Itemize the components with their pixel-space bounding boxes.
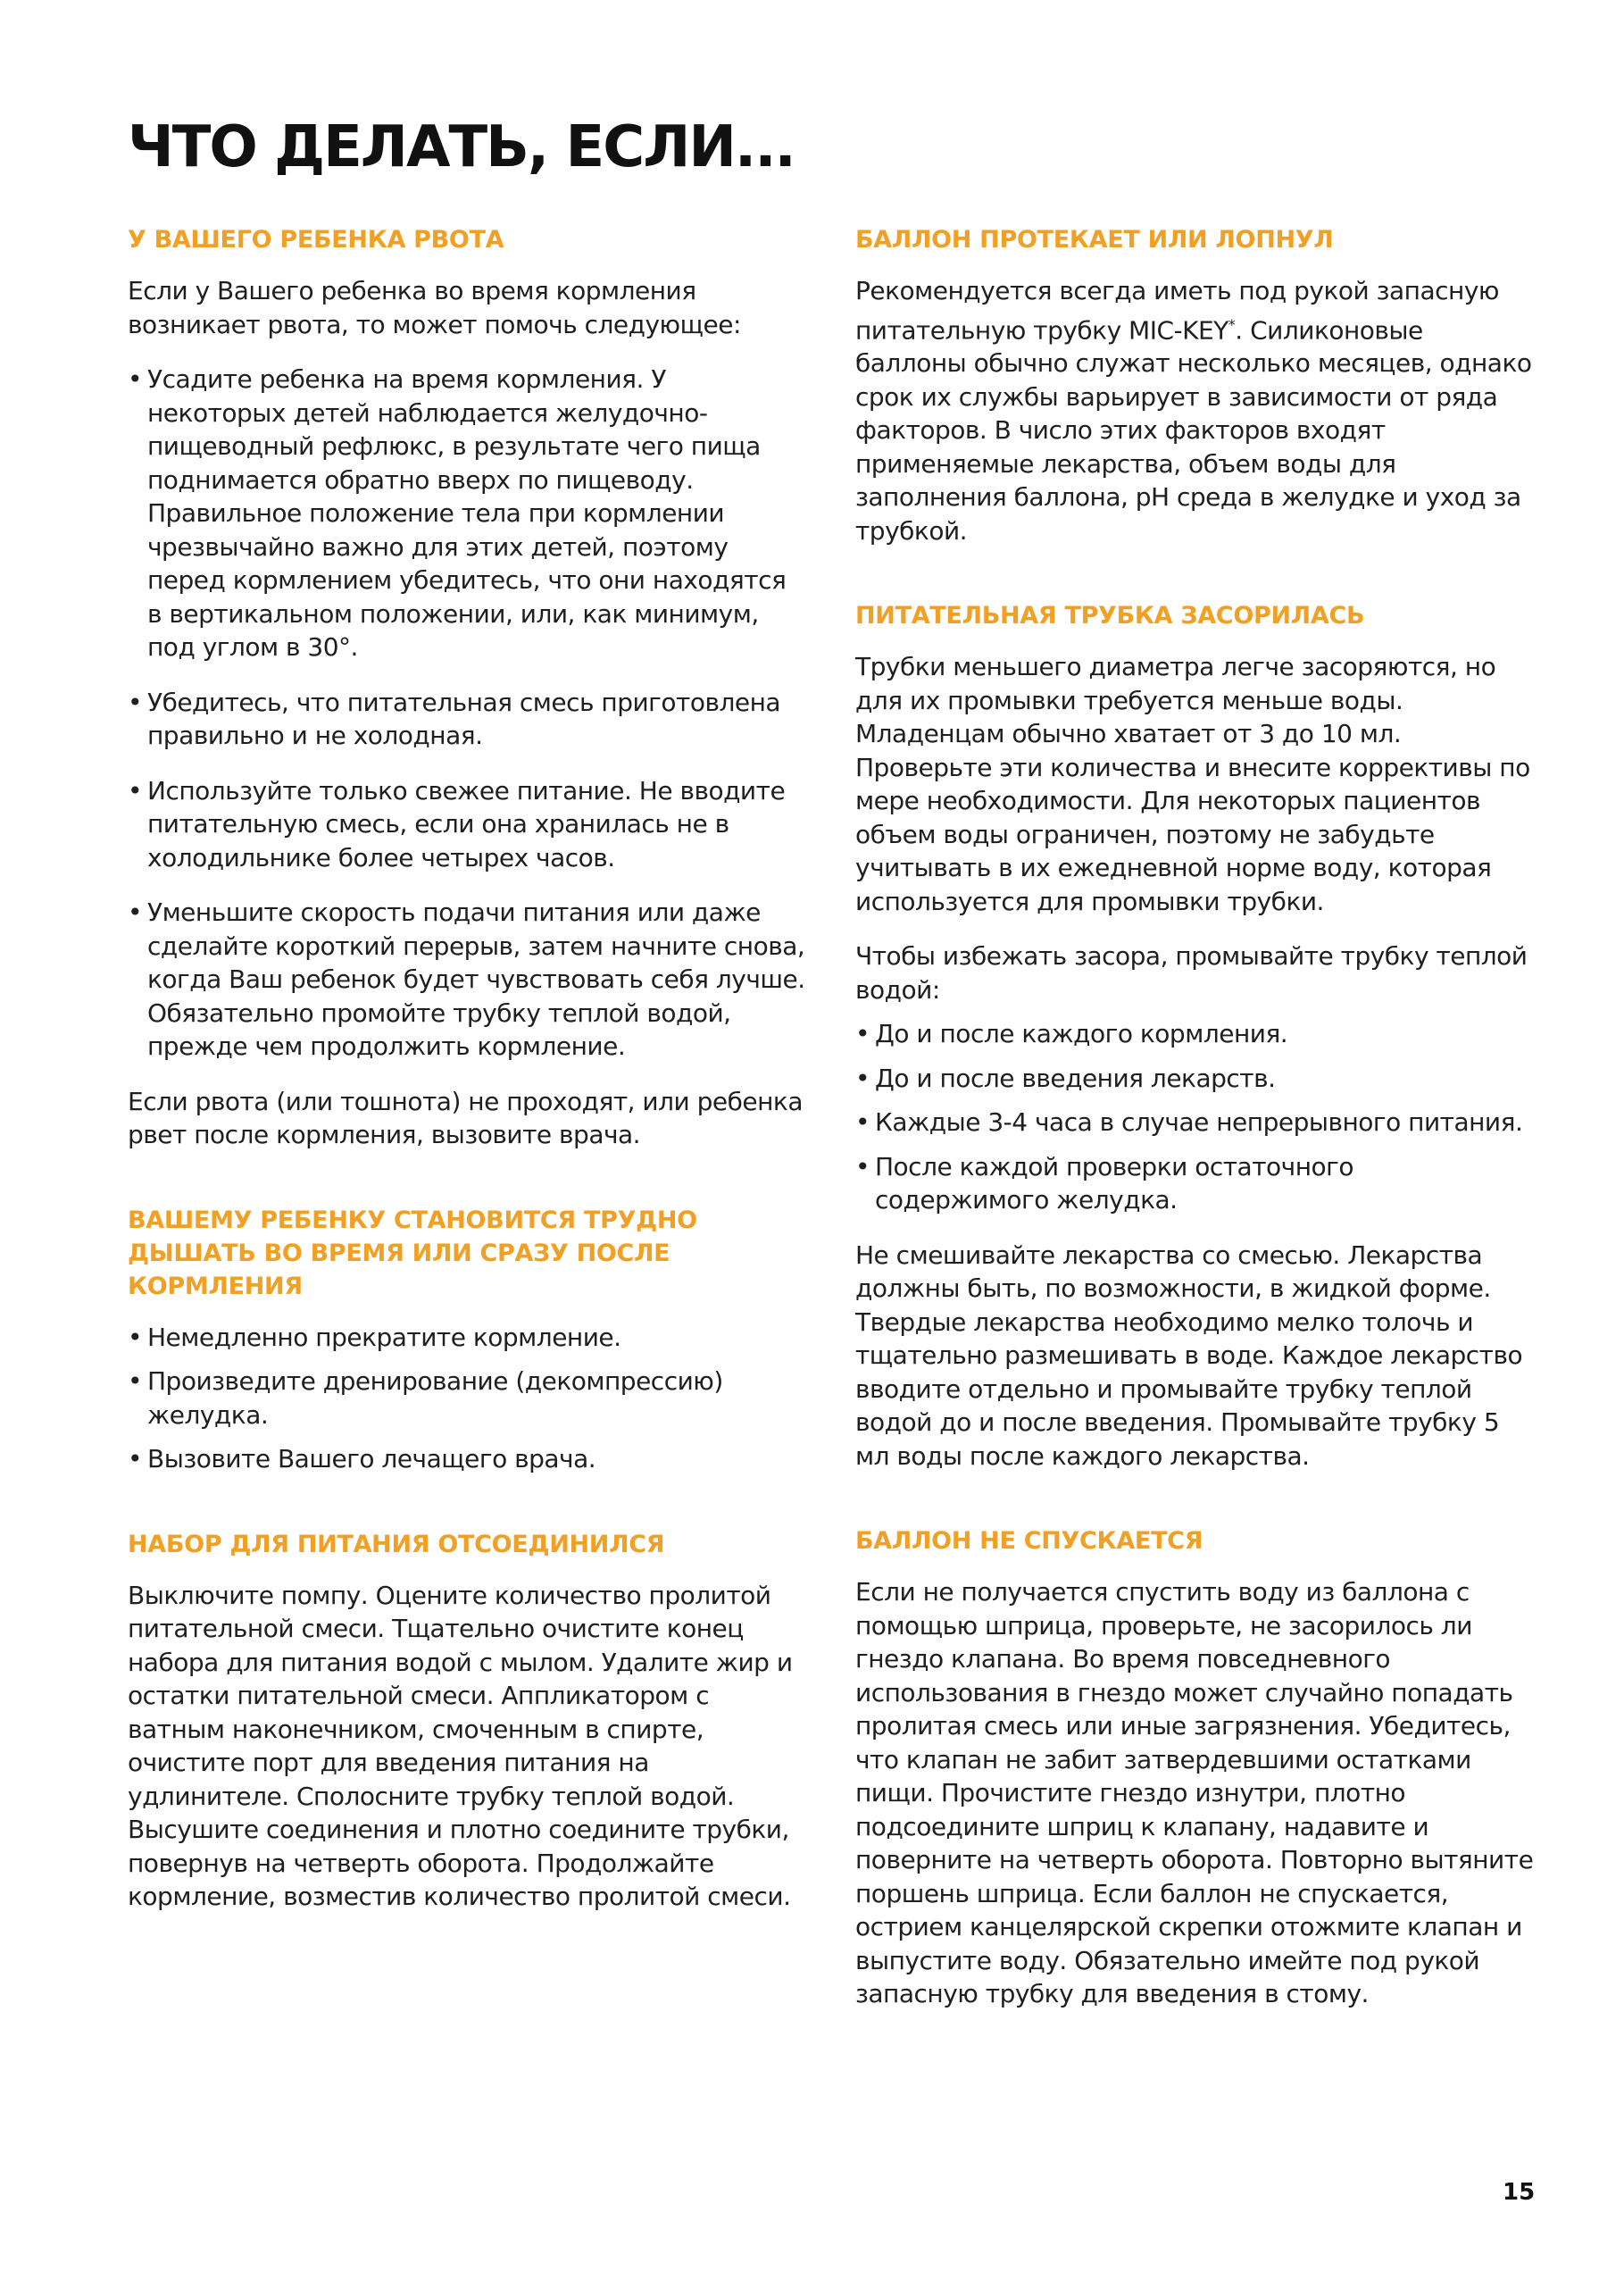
section-text: Выключите помпу. Оцените количество пролитой питательной смеси. Тщательно очистите конец набора для питания водой с мылом. Удалите жир и остатки питательной смеси. Аппликатором с ватным наконечником, смоченным в спирте, очистите порт для введения питания на удлинителе. Сполосните трубку теплой водой. Высушите соединения и плотно соедините трубки, повернув на четверть оборота. Продолжайте кормление, возместив количество пролитой смеси. [128, 1580, 793, 1911]
section-text: Если не получается спустить воду из баллона с помощью шприца, проверьте, не засорилось ли гнездо клапана. Во время повседневного использования в гнездо может случайно попадать пролитая смесь или иные загрязнения. Убедитесь, что клапан не забит затвердевшими остатками пищи. Прочистите гнездо изнутри, плотно подсоедините шприц к клапану, надавите и поверните на четверть оборота. Повторно вытяните поршень шприца. Если баллон не спускается, острием канцелярской скрепки отожмите клапан и выпустите воду. Обязательно имейте под рукой запасную трубку для введения в стому. [855, 1577, 1534, 2009]
bullet-list [855, 1017, 1534, 1217]
section-vomiting [128, 223, 806, 1152]
section-heading: ПИТАТЕЛЬНАЯ ТРУБКА ЗАСОРИЛАСЬ [855, 602, 1365, 630]
list-item: • Уменьшите скорость подачи питания или даже сделайте короткий перерыв, затем начните снова, когда Ваш ребенок будет чувствовать себя лучше. Обязательно промойте трубку теплой водой, прежде чем продолжить кормление. [128, 897, 805, 1061]
bullet-icon: • [128, 775, 143, 806]
bullet-list [128, 363, 806, 1064]
bullet-icon: • [128, 1366, 143, 1396]
section-heading: БАЛЛОН НЕ СПУСКАЕТСЯ [855, 1527, 1203, 1556]
list-item: • Каждые 3-4 часа в случае непрерывного питания. [855, 1106, 1534, 1140]
list-item: • Немедленно прекратите кормление. [128, 1321, 806, 1355]
list-item: • Усадите ребенка на время кормления. У некоторых детей наблюдается желудочно-пищеводный рефлюкс, в результате чего пища поднимается обратно вверх по пищеводу. Правильное положение тела при кормлении чрезвычайно важно для этих детей, поэтому перед кормлением убедитесь, что они находятся в вертикальном положении, или, как минимум, под углом в 30°. [128, 364, 787, 662]
bullet-icon: • [128, 1322, 143, 1352]
list-item: • До и после каждого кормления. [855, 1017, 1534, 1051]
list-item: • Произведите дренирование (декомпрессию) желудка. [128, 1366, 723, 1430]
bullet-list [128, 1321, 806, 1476]
section-text: Чтобы избежать засора, промывайте трубку теплой водой: [855, 941, 1528, 1005]
section-heading: ВАШЕМУ РЕБЕНКУ СТАНОВИТСЯ ТРУДНО ДЫШАТЬ ВО ВРЕМЯ ИЛИ СРАЗУ ПОСЛЕ КОРМЛЕНИЯ [128, 1206, 697, 1300]
bullet-icon: • [128, 897, 143, 927]
section-text: Трубки меньшего диаметра легче засоряются, но для их промывки требуется меньше воды. Младенцам обычно хватает от 3 до 10 мл. Проверьте эти количества и внесите коррективы по мере необходимости. Для некоторых пациентов объем воды ограничен, поэтому не забудьте учитывать в их ежедневной норме воду, которая используется для промывки трубки. [855, 652, 1530, 916]
section-clogged [855, 599, 1534, 1473]
list-item: • После каждой проверки остаточного содержимого желудка. [855, 1151, 1353, 1215]
section-text: Рекомендуется всегда иметь под рукой запасную питательную трубку MIC-KEY*. Силиконовые баллоны обычно служат несколько месяцев, однако срок их службы варьирует в зависимости от ряда факторов. В число этих факторов входят применяемые лекарства, объем воды для заполнения баллона, pH среда в желудке и уход за трубкой. [855, 276, 1532, 546]
bullet-icon: • [128, 1444, 143, 1473]
page-title: ЧТО ДЕЛАТЬ, ЕСЛИ... [128, 114, 795, 180]
footnote-mark: * [1228, 315, 1236, 333]
bullet-icon: • [128, 364, 143, 394]
section-breathing [128, 1204, 806, 1476]
bullet-icon: • [855, 1107, 870, 1138]
list-item: • До и после введения лекарств. [855, 1062, 1534, 1096]
bullet-icon: • [855, 1019, 870, 1049]
list-item: • Убедитесь, что питательная смесь приготовлена правильно и не холодная. [128, 687, 781, 750]
section-disconnected [128, 1528, 806, 1914]
section-balloon-leak [855, 223, 1534, 547]
section-deflate [855, 1524, 1534, 2011]
section-outro: Если рвота (или тошнота) не проходят, или ребенка рвет после кормления, вызовите врача. [128, 1086, 803, 1149]
left-column [128, 223, 806, 1966]
bullet-icon: • [128, 687, 143, 717]
bullet-icon: • [855, 1151, 870, 1181]
list-item: • Вызовите Вашего лечащего врача. [128, 1442, 806, 1476]
list-item: • Используйте только свежее питание. Не вводите питательную смесь, если она хранилась не в холодильнике более четырех часов. [128, 775, 786, 872]
section-text: Не смешивайте лекарства со смесью. Лекарства должны быть, по возможности, в жидкой форме. Твердые лекарства необходимо мелко толочь и тщательно размешивать в воде. Каждое лекарство вводите отдельно и промывайте трубку теплой водой до и после введения. Промывайте трубку 5 мл воды после каждого лекарства. [855, 1240, 1523, 1471]
section-heading: У ВАШЕГО РЕБЕНКА РВОТА [128, 226, 504, 254]
right-column [855, 223, 1534, 2063]
page-number: 15 [1503, 2179, 1536, 2206]
section-heading: НАБОР ДЛЯ ПИТАНИЯ ОТСОЕДИНИЛСЯ [128, 1530, 665, 1558]
section-heading: БАЛЛОН ПРОТЕКАЕТ ИЛИ ЛОПНУЛ [855, 226, 1334, 254]
bullet-icon: • [855, 1063, 870, 1093]
section-intro: Если у Вашего ребенка во время кормления возникает рвота, то может помочь следующее: [128, 276, 741, 339]
